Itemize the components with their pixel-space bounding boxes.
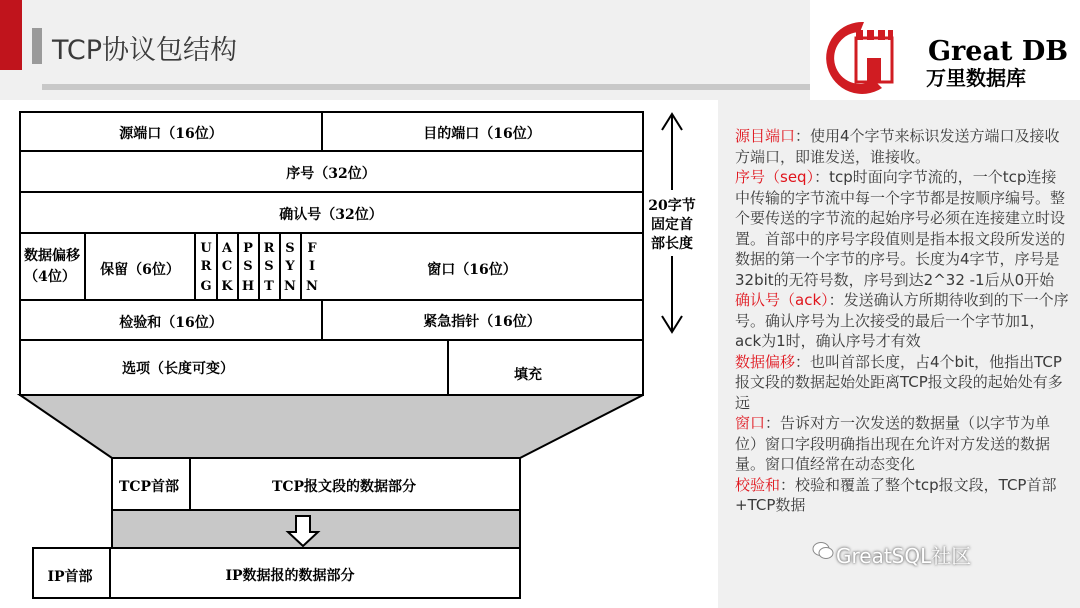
- flag-psh-2: S: [243, 259, 253, 274]
- logo-text-cn: 万里数据库: [926, 66, 1026, 90]
- flag-syn-1: S: [285, 241, 295, 256]
- desc-text-window: ：告诉对方一次发送的数据量（以字节为单位）窗口字段明确指出现在允许对方发送的数据量。窗口值经常在动态变化: [735, 414, 1051, 473]
- header-len-line3: 部长度: [651, 236, 693, 252]
- flag-rst-1: R: [263, 241, 275, 256]
- tcp-header-label: TCP首部: [118, 479, 180, 495]
- dst-port-label: 目的端口（16位）: [423, 126, 541, 142]
- desc-label-seq: 序号（seq）: [735, 168, 815, 186]
- tcp-data-label: TCP报文段的数据部分: [271, 479, 417, 495]
- description-text: [735, 126, 1070, 516]
- desc-text-offset: ：也叫首部长度，占4个bit，他指出TCP报文段的数据起始处距离TCP报文段的起始处有多远: [735, 352, 1063, 412]
- flag-syn-2: Y: [285, 259, 295, 274]
- desc-label-ports: 源目端口: [735, 127, 796, 145]
- flag-urg-1: U: [200, 241, 212, 256]
- flag-fin-3: N: [306, 279, 318, 294]
- flag-rst-3: T: [264, 279, 274, 294]
- options-label: 选项（长度可变）: [122, 361, 234, 377]
- title-underline: [42, 84, 810, 90]
- window-label: 窗口（16位）: [427, 262, 517, 278]
- castle-logo-icon: [826, 22, 893, 94]
- flag-ack-1: A: [221, 241, 233, 256]
- ip-data-label: IP数据报的数据部分: [225, 568, 355, 584]
- ip-data-band: [112, 510, 520, 548]
- wechat-icon: [812, 540, 834, 562]
- checksum-label: 检验和（16位）: [119, 315, 223, 331]
- src-port-label: 源端口（16位）: [119, 126, 223, 142]
- flag-psh-1: P: [243, 241, 253, 256]
- data-offset-bits: （4位）: [24, 269, 76, 285]
- flag-ack-3: K: [221, 279, 233, 294]
- slide-title: TCP协议包结构: [52, 35, 238, 66]
- desc-label-window: 窗口: [735, 414, 766, 432]
- flag-ack-2: C: [221, 259, 233, 274]
- reserved-label: 保留（6位）: [100, 262, 180, 278]
- ack-label: 确认号（32位）: [279, 207, 383, 223]
- flag-urg-3: G: [200, 279, 212, 294]
- flag-fin-2: I: [308, 259, 316, 274]
- tcp-diagram: [0, 100, 718, 608]
- desc-text-ports: ：使用4个字节来标识发送方端口及接收方端口，即谁发送，谁接收。: [735, 127, 1060, 166]
- header-len-line1: 20字节: [648, 198, 696, 214]
- ip-header-label: IP首部: [47, 569, 93, 585]
- flag-syn-3: N: [284, 279, 296, 294]
- urgent-label: 紧急指针（16位）: [423, 314, 541, 330]
- grey-accent-bar: [32, 28, 42, 64]
- flag-urg-2: R: [200, 259, 212, 274]
- logo-text-en: Great DB: [928, 36, 1069, 67]
- desc-text-checksum: ：校验和覆盖了整个tcp报文段，TCP首部+TCP数据: [735, 475, 1057, 514]
- header-len-line2: 固定首: [651, 217, 693, 233]
- desc-label-ack: 确认号（ack）: [735, 291, 829, 309]
- tcp-header-table: [20, 112, 643, 395]
- desc-text-seq: ：tcp时面向字节流的，一个tcp连接中传输的字节流中每一个字节都是按顺序编号。整个要传送的字节流的起始序号必须在连接建立时设置。首部中的序号字段值则是指本报文段所发送的数据的第一个字节的序号。长度为4字节，序号是32bit的无符号数，序号到达2^32 -1后从0开始: [735, 168, 1066, 289]
- seq-label: 序号（32位）: [286, 166, 376, 182]
- padding-label: 填充: [514, 367, 542, 383]
- flag-rst-2: S: [264, 259, 274, 274]
- greatdb-logo: [812, 0, 1080, 100]
- flag-fin-1: F: [307, 241, 317, 256]
- watermark: GreatSQL社区: [836, 544, 972, 568]
- desc-label-offset: 数据偏移: [735, 352, 796, 371]
- desc-text-ack: ：发送确认方所期待收到的下一个序号。确认序号为上次接受的最后一个字节加1，ack为1时，确认序号才有效: [735, 291, 1069, 350]
- desc-label-checksum: 校验和: [735, 475, 781, 494]
- expand-funnel: [20, 395, 643, 458]
- flag-psh-3: H: [241, 279, 255, 294]
- data-offset-label: 数据偏移: [24, 248, 80, 264]
- red-accent-bar: [0, 0, 22, 70]
